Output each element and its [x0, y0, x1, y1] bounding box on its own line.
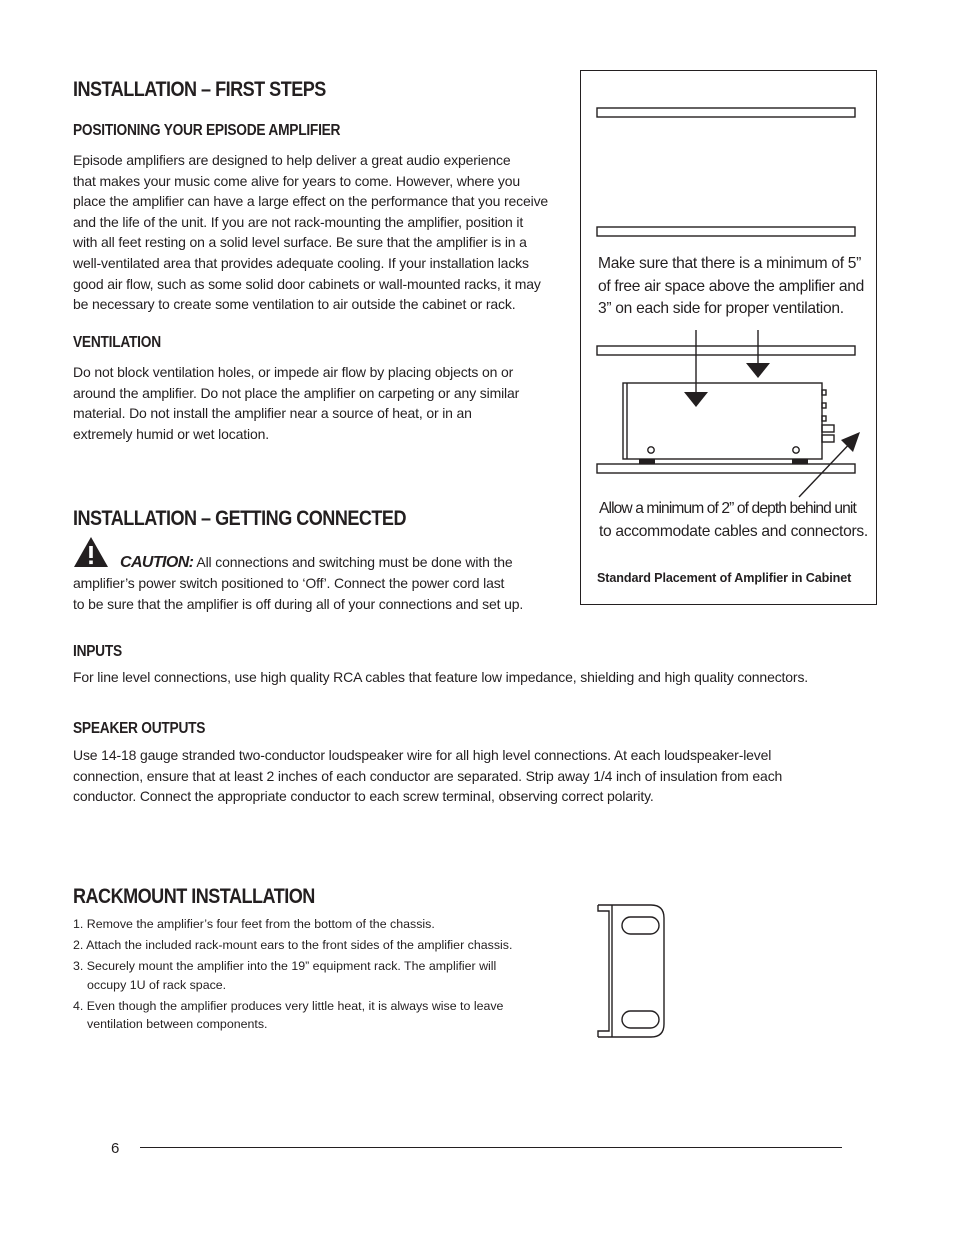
caption-line: Make sure that there is a minimum of 5” — [598, 255, 862, 272]
caution-paragraph — [73, 573, 523, 614]
figure-title: Standard Placement of Amplifier in Cabinet — [597, 571, 852, 585]
page-number: 6 — [111, 1140, 120, 1157]
heading-ventilation: VENTILATION — [73, 334, 161, 351]
section-title-rackmount: RACKMOUNT INSTALLATION — [73, 885, 315, 908]
text-line: Use 14-18 gauge stranded two-conductor loudspeaker wire for all high level connections. At each loudspeaker-level — [73, 747, 772, 763]
text-line: and the life of the unit. If you are not rack-mounting the amplifier, position it — [73, 213, 524, 230]
heading-positioning: POSITIONING YOUR EPISODE AMPLIFIER — [73, 122, 341, 139]
bottom-shelf — [597, 464, 855, 473]
warning-triangle-icon — [73, 536, 109, 568]
positioning-paragraph — [73, 150, 548, 315]
caption-line: Allow a minimum of 2” of depth behind unit — [599, 500, 856, 517]
arrow-down-icon — [746, 363, 770, 378]
arrow-down-icon — [684, 392, 708, 407]
caution-label: CAUTION: — [120, 554, 194, 571]
rack-ear-illustration — [594, 902, 670, 1042]
caution-line-1 — [120, 552, 512, 574]
text-line: extremely humid or wet location. — [73, 425, 269, 442]
text-line: place the amplifier can have a large effect on the performance that you receive — [73, 193, 549, 210]
text-line: amplifier’s power switch positioned to ‘Off’. Connect the power cord last — [73, 575, 505, 591]
figure-caption-ventilation — [598, 253, 864, 321]
text-line: to be sure that the amplifier is off during all of your connections and set up. — [73, 595, 524, 612]
text-line: around the amplifier. Do not place the amplifier on carpeting or any similar — [73, 384, 520, 401]
caption-line: 3” on each side for proper ventilation. — [598, 300, 844, 318]
section-title-getting-connected: INSTALLATION – GETTING CONNECTED — [73, 507, 406, 530]
caption-line: to accommodate cables and connectors. — [599, 522, 868, 540]
speaker-outputs-paragraph — [73, 745, 782, 807]
upper-shelf — [597, 108, 855, 117]
section-title-first-steps: INSTALLATION – FIRST STEPS — [73, 78, 326, 101]
rackmount-steps — [73, 915, 512, 1034]
list-item-continuation: occupy 1U of rack space. — [87, 977, 227, 992]
list-item: 2. Attach the included rack-mount ears to the front sides of the amplifier chassis. — [73, 938, 513, 953]
list-item-continuation: ventilation between components. — [87, 1017, 268, 1032]
text-line: that makes your music come alive for years to come. However, where you — [73, 172, 521, 189]
text-line: For line level connections, use high quality RCA cables that feature low impedance, shielding and high quality connectors. — [73, 669, 809, 685]
caption-line: of free air space above the amplifier and — [598, 277, 864, 295]
text-line: be necessary to create some ventilation to air outside the cabinet or rack. — [73, 296, 516, 313]
list-item: 3. Securely mount the amplifier into the 19” equipment rack. The amplifier will — [73, 959, 497, 974]
text-line: well-ventilated area that provides adequate cooling. If your installation lacks — [73, 254, 529, 271]
top-shelf-above-amp — [597, 346, 855, 355]
text-line: conductor. Connect the appropriate conductor to each screw terminal, observing correct polarity. — [73, 788, 654, 805]
list-item: 4. Even though the amplifier produces very little heat, it is always wise to leave — [73, 998, 504, 1013]
list-item: 1. Remove the amplifier’s four feet from the bottom of the chassis. — [73, 917, 435, 931]
text-line: material. Do not install the amplifier near a source of heat, or in an — [73, 405, 472, 422]
text-line: Episode amplifiers are designed to help deliver a great audio experience — [73, 152, 511, 168]
inputs-paragraph — [73, 667, 808, 688]
heading-inputs: INPUTS — [73, 643, 122, 660]
text-line: with all feet resting on a solid level surface. Be sure that the amplifier is in a — [73, 234, 527, 251]
footer-rule — [140, 1147, 842, 1148]
caution-text: All connections and switching must be done with the — [196, 554, 513, 570]
heading-speaker-outputs: SPEAKER OUTPUTS — [73, 720, 206, 737]
figure-caption-depth — [599, 498, 868, 543]
text-line: good air flow, such as some solid door cabinets or wall-mounted racks, it may — [73, 275, 541, 292]
ventilation-paragraph — [73, 362, 519, 444]
text-line: connection, ensure that at least 2 inches of each conductor are separated. Strip away 1/4 inch of insulation from each — [73, 767, 783, 784]
middle-shelf — [597, 227, 855, 236]
text-line: Do not block ventilation holes, or impede air flow by placing objects on or — [73, 364, 514, 380]
